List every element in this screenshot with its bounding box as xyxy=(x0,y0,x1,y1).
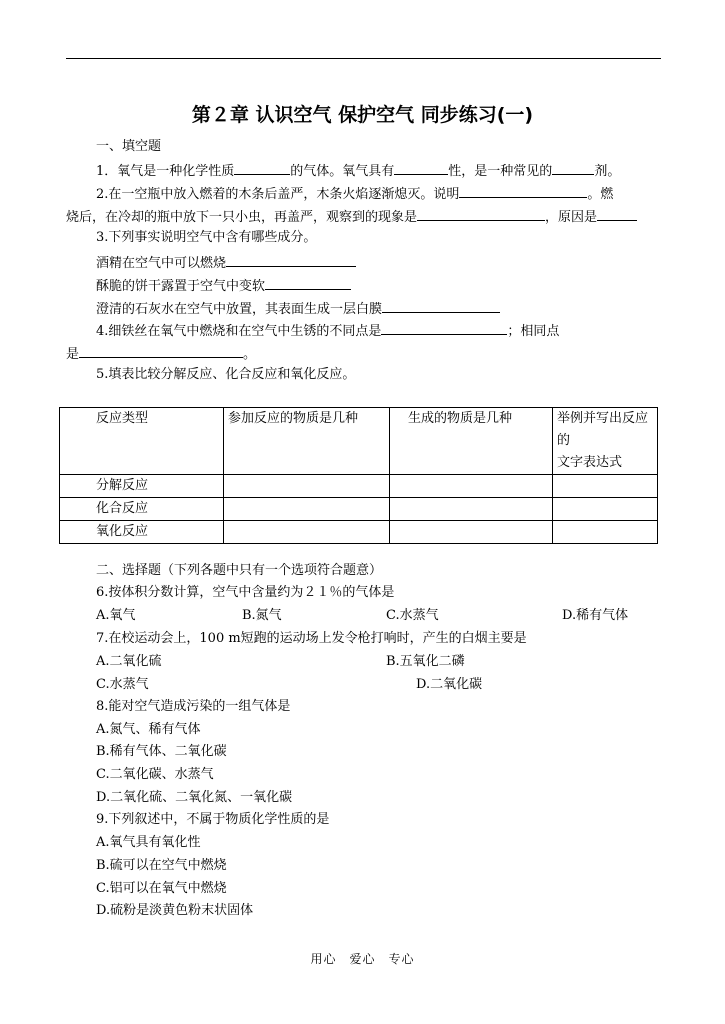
table-cell[interactable] xyxy=(390,498,553,521)
answer-blank[interactable] xyxy=(394,160,448,175)
answer-blank[interactable] xyxy=(417,206,545,221)
q9-option-a[interactable]: A.氧气具有氧化性 xyxy=(96,835,201,850)
answer-blank[interactable] xyxy=(597,206,637,221)
q6-option-a[interactable]: A.氧气 xyxy=(96,608,136,623)
table-row-label: 化合反应 xyxy=(60,498,224,521)
q4-text-b: ；相同点 xyxy=(507,324,560,339)
table-cell[interactable] xyxy=(224,521,390,544)
question-4-line-1 xyxy=(96,320,559,341)
question-5: 5.填表比较分解反应、化合反应和氧化反应。 xyxy=(96,367,356,382)
q4-text-c: 是 xyxy=(66,347,80,362)
table-cell[interactable] xyxy=(224,498,390,521)
question-6: 6.按体积分数计算，空气中含量约为２１％的气体是 xyxy=(96,585,395,600)
section-fill-in-heading: 一、填空题 xyxy=(96,139,162,154)
answer-blank[interactable] xyxy=(382,298,500,313)
question-2-line-1 xyxy=(96,183,613,204)
q7-option-d[interactable]: D.二氧化碳 xyxy=(416,677,483,692)
question-3: 3.下列事实说明空气中含有哪些成分。 xyxy=(96,230,317,245)
q8-option-d[interactable]: D.二氧化硫、二氧化氮、一氧化碳 xyxy=(96,790,293,805)
answer-blank[interactable] xyxy=(265,275,351,290)
question-9: 9.下列叙述中，不属于物质化学性质的是 xyxy=(96,812,330,827)
q3-item-1-text: 酒精在空气中可以燃烧 xyxy=(96,256,227,271)
answer-blank[interactable] xyxy=(459,183,587,198)
q1-text-b: 的气体。氧气具有 xyxy=(290,164,395,179)
header-rule xyxy=(66,58,661,59)
table-header-line: 举例并写出反应的 xyxy=(557,411,649,448)
page-footer: 用心 爱心 专心 xyxy=(310,952,415,966)
q4-text-a: 4.细铁丝在氧气中燃烧和在空气中生锈的不同点是 xyxy=(96,324,382,339)
question-7: 7.在校运动会上，100 m短跑的运动场上发令枪打响时，产生的白烟主要是 xyxy=(96,631,527,646)
q2-text-c: 烧后，在冷却的瓶中放下一只小虫，再盖严，观察到的现象是 xyxy=(66,210,418,225)
q8-option-b[interactable]: B.稀有气体、二氧化碳 xyxy=(96,744,227,759)
section-choice-heading: 二、选择题（下列各题中只有一个选项符合题意） xyxy=(96,563,383,578)
table-header-cell xyxy=(553,408,658,475)
table-cell[interactable] xyxy=(553,498,658,521)
question-3-item-1 xyxy=(96,252,356,273)
answer-blank[interactable] xyxy=(226,252,356,267)
table-cell[interactable] xyxy=(390,475,553,498)
q1-text-c: 性，是一种常见的 xyxy=(448,164,553,179)
question-4-line-2 xyxy=(66,343,256,364)
q6-option-b[interactable]: B.氮气 xyxy=(242,608,282,623)
question-3-item-2 xyxy=(96,275,351,296)
q7-option-c[interactable]: C.水蒸气 xyxy=(96,677,149,692)
q3-item-3-text: 澄清的石灰水在空气中放置，其表面生成一层白膜 xyxy=(96,302,383,317)
answer-blank[interactable] xyxy=(381,320,507,335)
table-cell[interactable] xyxy=(390,521,553,544)
q3-item-2-text: 酥脆的饼干露置于空气中变软 xyxy=(96,279,266,294)
table-header-line: 文字表达式 xyxy=(557,455,623,470)
table-header-cell: 参加反应的物质是几种 xyxy=(224,408,390,475)
answer-blank[interactable] xyxy=(552,160,594,175)
question-2-line-2 xyxy=(66,206,637,227)
q6-option-c[interactable]: C.水蒸气 xyxy=(386,608,439,623)
q2-text-a: 2.在一空瓶中放入燃着的木条后盖严，木条火焰逐渐熄灭。说明 xyxy=(96,187,460,202)
q7-option-a[interactable]: A.二氧化硫 xyxy=(96,654,162,669)
question-8: 8.能对空气造成污染的一组气体是 xyxy=(96,699,291,714)
table-row-label: 氧化反应 xyxy=(60,521,224,544)
table-cell[interactable] xyxy=(553,475,658,498)
q2-text-d: ，原因是 xyxy=(545,210,598,225)
q9-option-c[interactable]: C.铝可以在氧气中燃烧 xyxy=(96,881,227,896)
q6-option-d[interactable]: D.稀有气体 xyxy=(562,608,629,623)
question-3-item-3 xyxy=(96,298,500,319)
q9-option-b[interactable]: B.硫可以在空气中燃烧 xyxy=(96,858,227,873)
q8-option-c[interactable]: C.二氧化碳、水蒸气 xyxy=(96,767,214,782)
question-1 xyxy=(96,160,620,181)
table-header-cell: 生成的物质是几种 xyxy=(390,408,553,475)
answer-blank[interactable] xyxy=(234,160,290,175)
answer-blank[interactable] xyxy=(79,343,243,358)
table-cell[interactable] xyxy=(553,521,658,544)
q8-option-a[interactable]: A.氮气、稀有气体 xyxy=(96,722,201,737)
q7-option-b[interactable]: B.五氧化二磷 xyxy=(386,654,465,669)
q1-text-d: 剂。 xyxy=(594,164,621,179)
table-row-label: 分解反应 xyxy=(60,475,224,498)
page-title: 第２章 认识空气 保护空气 同步练习(一) xyxy=(191,104,534,126)
table-header-cell: 反应类型 xyxy=(60,408,224,475)
q2-text-b: 。燃 xyxy=(587,187,614,202)
table-cell[interactable] xyxy=(224,475,390,498)
q1-text-a: 1．氧气是一种化学性质 xyxy=(96,164,235,179)
q4-text-d: 。 xyxy=(243,347,257,362)
comparison-table xyxy=(59,407,658,544)
q9-option-d[interactable]: D.硫粉是淡黄色粉末状固体 xyxy=(96,903,254,918)
